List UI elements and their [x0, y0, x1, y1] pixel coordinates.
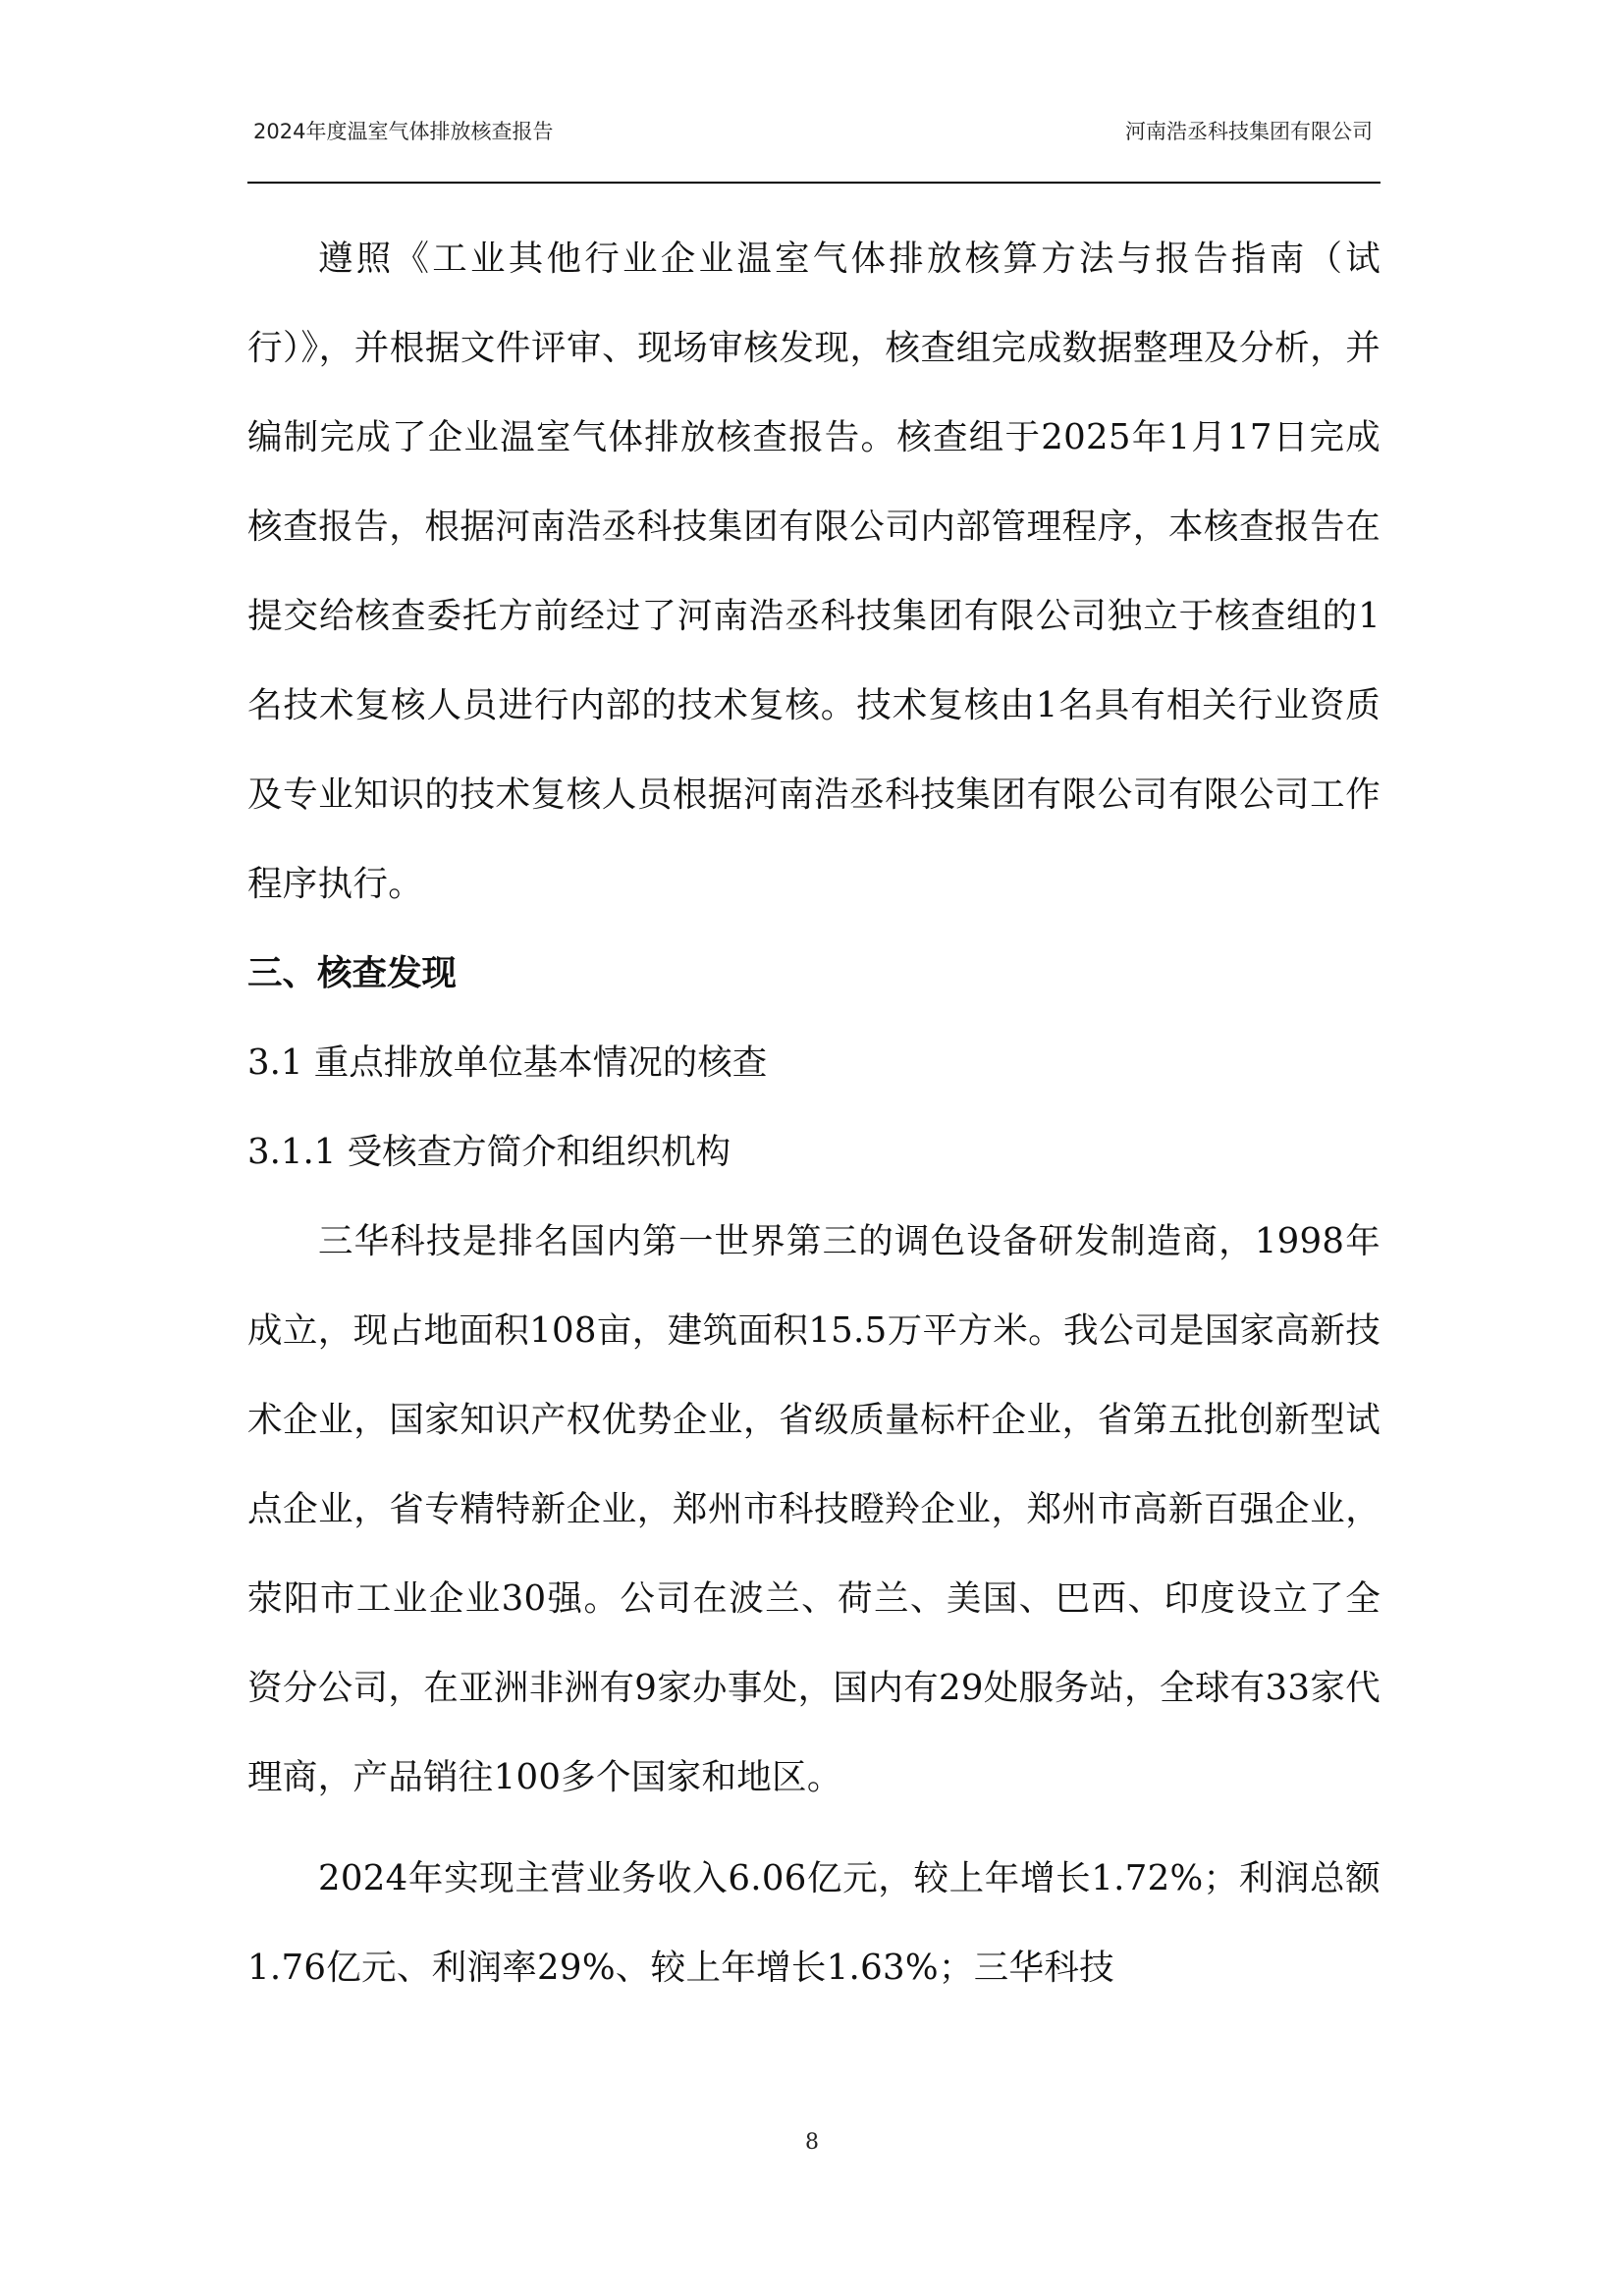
document-body	[247, 214, 1380, 2012]
page-header	[247, 116, 1380, 155]
subsection-heading: 3.1 重点排放单位基本情况的核查	[247, 1042, 768, 1083]
paragraph-verification-procedure: 遵照《工业其他行业企业温室气体排放核算方法与报告指南（试行）》，并根据文件评审、现场审核发现，核查组完成数据整理及分析，并编制完成了企业温室气体排放核查报告。核查组于2025年1月17日完成核查报告，根据河南浩丞科技集团有限公司内部管理程序，本核查报告在提交给核查委托方前经过了河南浩丞科技集团有限公司独立于核查组的1名技术复核人员进行内部的技术复核。技术复核由1名具有相关行业资质及专业知识的技术复核人员根据河南浩丞科技集团有限公司有限公司工作程序执行。	[247, 239, 1380, 904]
header-report-title: 2024年度温室气体排放核查报告	[253, 120, 554, 143]
subsubsection-heading: 3.1.1 受核查方简介和组织机构	[247, 1132, 731, 1172]
section-heading: 三、核查发现	[247, 953, 458, 993]
paragraph-company-profile: 三华科技是排名国内第一世界第三的调色设备研发制造商，1998年成立，现占地面积108亩，建筑面积15.5万平方米。我公司是国家高新技术企业，国家知识产权优势企业，省级质量标杆企业，省第五批创新型试点企业，省专精特新企业，郑州市科技瞪羚企业，郑州市高新百强企业，荥阳市工业企业30强。公司在波兰、荷兰、美国、巴西、印度设立了全资分公司，在亚洲非洲有9家办事处，国内有29处服务站，全球有33家代理商，产品销往100多个国家和地区。	[247, 1221, 1380, 1797]
header-company-name: 河南浩丞科技集团有限公司	[1125, 120, 1373, 143]
paragraph-financial-results: 2024年实现主营业务收入6.06亿元，较上年增长1.72%；利润总额1.76亿元、利润率29%、较上年增长1.63%；三华科技	[247, 1858, 1380, 1988]
page-number: 8	[805, 2130, 819, 2155]
header-divider	[247, 182, 1380, 184]
